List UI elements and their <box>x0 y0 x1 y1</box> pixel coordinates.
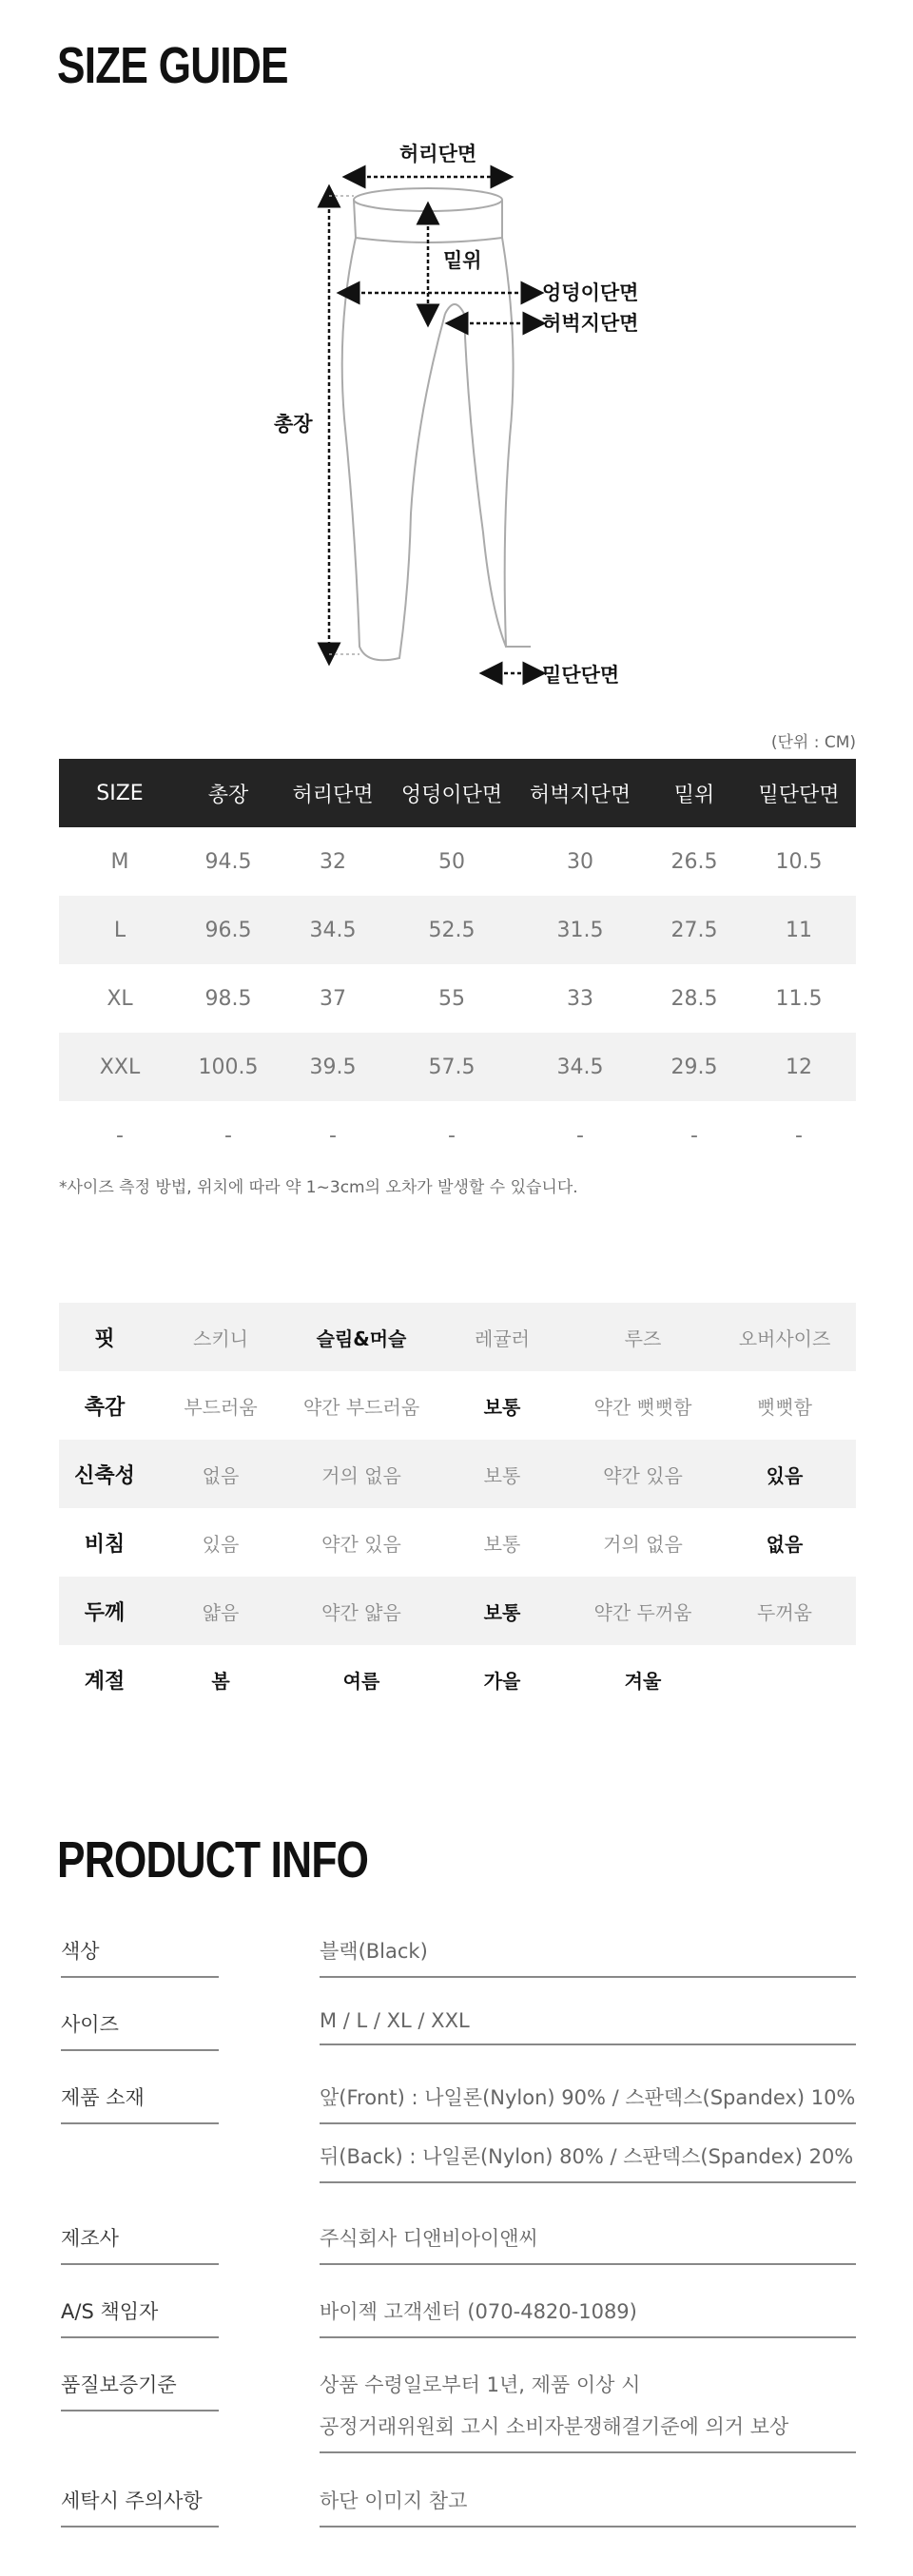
attribute-name: 신축성 <box>59 1440 150 1508</box>
attribute-name: 핏 <box>59 1303 150 1371</box>
attribute-option: 레귤러 <box>432 1303 573 1371</box>
attribute-option: 가을 <box>432 1645 573 1714</box>
size-cell: XXL <box>59 1033 181 1101</box>
size-table <box>59 759 856 1170</box>
size-table-row <box>59 827 856 896</box>
warranty-value-2: 공정거래위원회 고시 소비자분쟁해결기준에 의거 보상 <box>320 2411 856 2453</box>
header-cell: 총장 <box>181 759 276 827</box>
attribute-option: 약간 뻣뻣함 <box>593 1395 692 1419</box>
header-cell: 허리단면 <box>276 759 390 827</box>
measurement-cell: 50 <box>438 849 465 874</box>
measurement-cell: - <box>448 1123 456 1148</box>
as-label: A/S 책임자 <box>61 2296 219 2338</box>
measurement-cell: 11 <box>742 896 856 964</box>
product-info-title: PRODUCT INFO <box>57 1831 369 1888</box>
maker-value: 주식회사 디앤비아이앤씨 <box>320 2223 856 2265</box>
attribute-name: 두께 <box>59 1577 150 1645</box>
size-table-header <box>59 759 856 827</box>
size-table-row <box>59 896 856 964</box>
attribute-option: 약간 두꺼움 <box>573 1577 713 1645</box>
measurement-cell: 55 <box>438 986 465 1011</box>
measurement-cell: 32 <box>320 849 346 874</box>
measurement-cell: - <box>576 1123 584 1148</box>
measurement-cell: 29.5 <box>647 1033 742 1101</box>
size-cell: M <box>110 849 129 874</box>
attribute-option: 오버사이즈 <box>713 1303 856 1371</box>
attribute-option: 부드러움 <box>184 1395 258 1419</box>
measurement-cell: 33 <box>567 986 593 1011</box>
unit-note: (단위 : CM) <box>770 733 856 752</box>
length-label: 총장 <box>274 413 313 436</box>
attribute-option: 보통 <box>432 1440 573 1508</box>
attribute-row <box>59 1508 856 1577</box>
attribute-option: 스키니 <box>150 1303 291 1371</box>
attribute-option: 약간 있음 <box>321 1532 401 1556</box>
measurement-cell: 39.5 <box>276 1033 390 1101</box>
hip-label: 엉덩이단면 <box>542 281 639 304</box>
attribute-option: 얇음 <box>150 1577 291 1645</box>
measurement-cell: - <box>690 1123 698 1148</box>
material-front-value: 앞(Front) : 나일론(Nylon) 90% / 스판덱스(Spandex) 10% <box>320 2082 856 2124</box>
leggings-illustration <box>257 133 656 694</box>
attribute-row <box>59 1371 856 1440</box>
header-cell: 밑단단면 <box>742 759 856 827</box>
attribute-option: 거의 없음 <box>603 1532 683 1556</box>
attribute-option: 없음 <box>766 1532 804 1556</box>
attribute-option: 보통 <box>483 1395 521 1419</box>
warranty-label: 품질보증기준 <box>61 2370 219 2411</box>
size-cell: L <box>59 896 181 964</box>
measurement-cell: - <box>795 1123 803 1148</box>
attribute-name: 촉감 <box>84 1395 126 1420</box>
attribute-option: 있음 <box>713 1440 856 1508</box>
header-cell: 엉덩이단면 <box>390 759 514 827</box>
header-cell: SIZE <box>59 759 181 827</box>
measurement-cell: - <box>224 1123 232 1148</box>
warranty-value-1: 상품 수령일로부터 1년, 제품 이상 시 <box>320 2373 641 2396</box>
size-table-row <box>59 964 856 1033</box>
fabric-attributes-table <box>59 1303 856 1714</box>
attribute-option: 없음 <box>150 1440 291 1508</box>
measurement-cell: 28.5 <box>670 986 718 1011</box>
measurement-cell: 12 <box>742 1033 856 1101</box>
hem-label: 밑단단면 <box>542 664 620 687</box>
size-cell: - <box>116 1123 124 1148</box>
attribute-option: 겨울 <box>573 1645 713 1714</box>
attribute-option: 보통 <box>432 1577 573 1645</box>
attribute-option: 루즈 <box>573 1303 713 1371</box>
waist-label: 허리단면 <box>399 143 477 165</box>
attribute-option: 있음 <box>202 1532 240 1556</box>
attribute-name: 비침 <box>84 1532 126 1557</box>
material-back-value: 뒤(Back) : 나일론(Nylon) 80% / 스판덱스(Spandex) 20% <box>320 2141 856 2183</box>
attribute-option <box>713 1645 856 1714</box>
measurement-cell: 34.5 <box>276 896 390 964</box>
measurement-cell: 31.5 <box>514 896 647 964</box>
measurement-cell: 27.5 <box>647 896 742 964</box>
wash-label: 세탁시 주의사항 <box>61 2486 219 2528</box>
as-value: 바이젝 고객센터 (070-4820-1089) <box>320 2296 856 2338</box>
attribute-row <box>59 1577 856 1645</box>
measurement-note: *사이즈 측정 방법, 위치에 따라 약 1~3cm의 오차가 발생할 수 있습니다. <box>59 1178 578 1197</box>
measurement-cell: 26.5 <box>670 849 718 874</box>
measurement-cell: 100.5 <box>181 1033 276 1101</box>
measurement-cell: 96.5 <box>181 896 276 964</box>
attribute-option: 뻣뻣함 <box>757 1395 812 1419</box>
measurement-cell: 57.5 <box>390 1033 514 1101</box>
size-label: 사이즈 <box>61 2009 219 2051</box>
attribute-option: 보통 <box>483 1532 521 1556</box>
size-table-row <box>59 1033 856 1101</box>
size-guide-title: SIZE GUIDE <box>57 37 288 94</box>
attribute-option: 두꺼움 <box>713 1577 856 1645</box>
attribute-row <box>59 1440 856 1508</box>
attribute-option: 약간 부드러움 <box>302 1395 420 1419</box>
size-cell: XL <box>107 986 133 1011</box>
wash-value: 하단 이미지 참고 <box>320 2486 856 2528</box>
attribute-row <box>59 1303 856 1371</box>
attribute-option: 거의 없음 <box>291 1440 432 1508</box>
color-value: 블랙(Black) <box>320 1936 856 1978</box>
thigh-label: 허벅지단면 <box>542 312 639 335</box>
rise-label: 밑위 <box>443 249 482 272</box>
measurement-cell: 34.5 <box>514 1033 647 1101</box>
attribute-name: 계절 <box>59 1645 150 1714</box>
measurement-cell: 94.5 <box>204 849 252 874</box>
measurement-cell: 98.5 <box>204 986 252 1011</box>
attribute-option: 약간 얇음 <box>291 1577 432 1645</box>
header-cell: 밑위 <box>647 759 742 827</box>
attribute-option: 약간 있음 <box>573 1440 713 1508</box>
measurement-cell: 30 <box>567 849 593 874</box>
attribute-option: 봄 <box>150 1645 291 1714</box>
maker-label: 제조사 <box>61 2223 219 2265</box>
attribute-option: 여름 <box>291 1645 432 1714</box>
material-label: 제품 소재 <box>61 2082 219 2124</box>
attribute-option: 슬림&머슬 <box>291 1303 432 1371</box>
attribute-row <box>59 1645 856 1714</box>
size-value: M / L / XL / XXL <box>320 2009 856 2045</box>
color-label: 색상 <box>61 1936 219 1978</box>
header-cell: 허벅지단면 <box>514 759 647 827</box>
size-table-row <box>59 1101 856 1170</box>
measurement-cell: 10.5 <box>775 849 823 874</box>
leggings-measurement-diagram <box>257 133 656 694</box>
measurement-cell: - <box>329 1123 337 1148</box>
measurement-cell: 37 <box>320 986 346 1011</box>
measurement-cell: 52.5 <box>390 896 514 964</box>
measurement-cell: 11.5 <box>775 986 823 1011</box>
